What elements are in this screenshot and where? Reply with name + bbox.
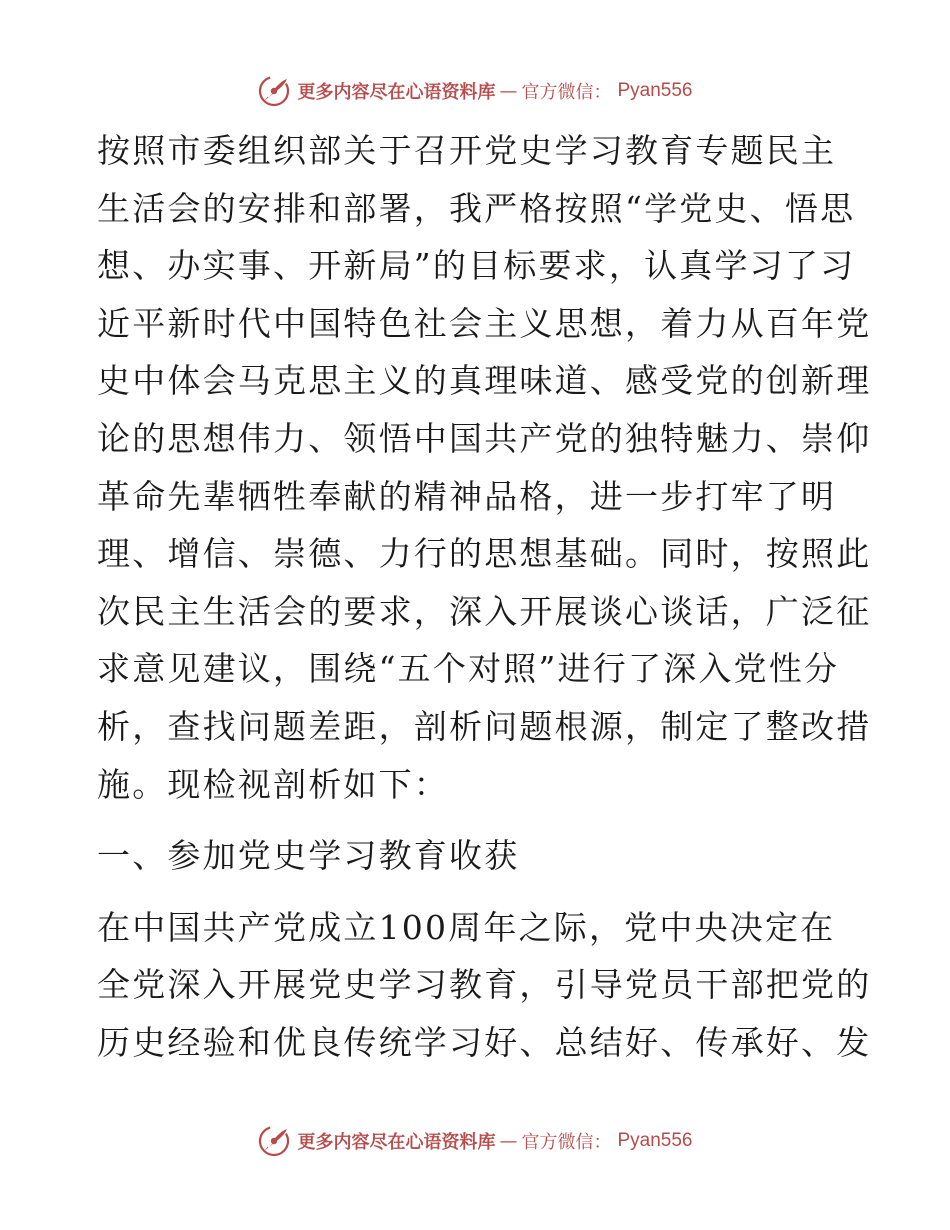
text-line: 史中体会马克思主义的真理味道、感受党的创新理 xyxy=(97,361,872,401)
watermark-label: 官方微信： xyxy=(521,1132,612,1153)
watermark-dash: — xyxy=(499,80,518,102)
quill-logo-icon xyxy=(257,74,291,108)
watermark-main-text: 更多内容尽在心语资料库 xyxy=(297,1132,496,1153)
text-line: 近平新时代中国特色社会主义思想，着力从百年党 xyxy=(97,303,872,343)
text-line: 想、办实事、开新局”的目标要求，认真学习了习 xyxy=(97,246,856,286)
watermark-id: Pyan556 xyxy=(617,1130,693,1151)
text-line: 施。现检视剖析如下： xyxy=(97,764,449,804)
text-line: 在中国共产党成立100周年之际，党中央决定在 xyxy=(97,907,836,947)
section-heading: 一、参加党史学习教育收获 xyxy=(97,836,520,876)
text-line: 按照市委组织部关于召开党史学习教育专题民主 xyxy=(97,131,837,170)
text-line: 理、增信、崇德、力行的思想基础。同时，按照此 xyxy=(97,534,872,574)
text-line: 析，查找问题差距，剖析问题根源，制定了整改措 xyxy=(97,706,872,746)
watermark-footer xyxy=(0,1121,950,1161)
text-line: 历史经验和优良传统学习好、总结好、传承好、发 xyxy=(97,1022,872,1062)
quill-logo-icon xyxy=(257,1124,291,1158)
watermark-id: Pyan556 xyxy=(617,80,693,101)
watermark-main-text: 更多内容尽在心语资料库 xyxy=(297,82,496,103)
text-line: 求意见建议，围绕“五个对照”进行了深入党性分 xyxy=(97,649,840,689)
watermark-dash: — xyxy=(499,1130,518,1152)
watermark-label: 官方微信： xyxy=(521,82,612,103)
text-line: 生活会的安排和部署，我严格按照“学党史、悟思 xyxy=(97,188,856,228)
watermark-header xyxy=(0,71,950,111)
paragraph-intro xyxy=(97,122,872,813)
text-line: 次民主生活会的要求，深入开展谈心谈话，广泛征 xyxy=(97,591,872,631)
paragraph-section-one xyxy=(97,899,872,1072)
text-line: 论的思想伟力、领悟中国共产党的独特魅力、崇仰 xyxy=(97,418,872,458)
text-line: 革命先辈牺牲奉献的精神品格，进一步打牢了明 xyxy=(97,476,837,516)
document-body xyxy=(97,122,872,1072)
text-line: 全党深入开展党史学习教育，引导党员干部把党的 xyxy=(97,965,872,1005)
